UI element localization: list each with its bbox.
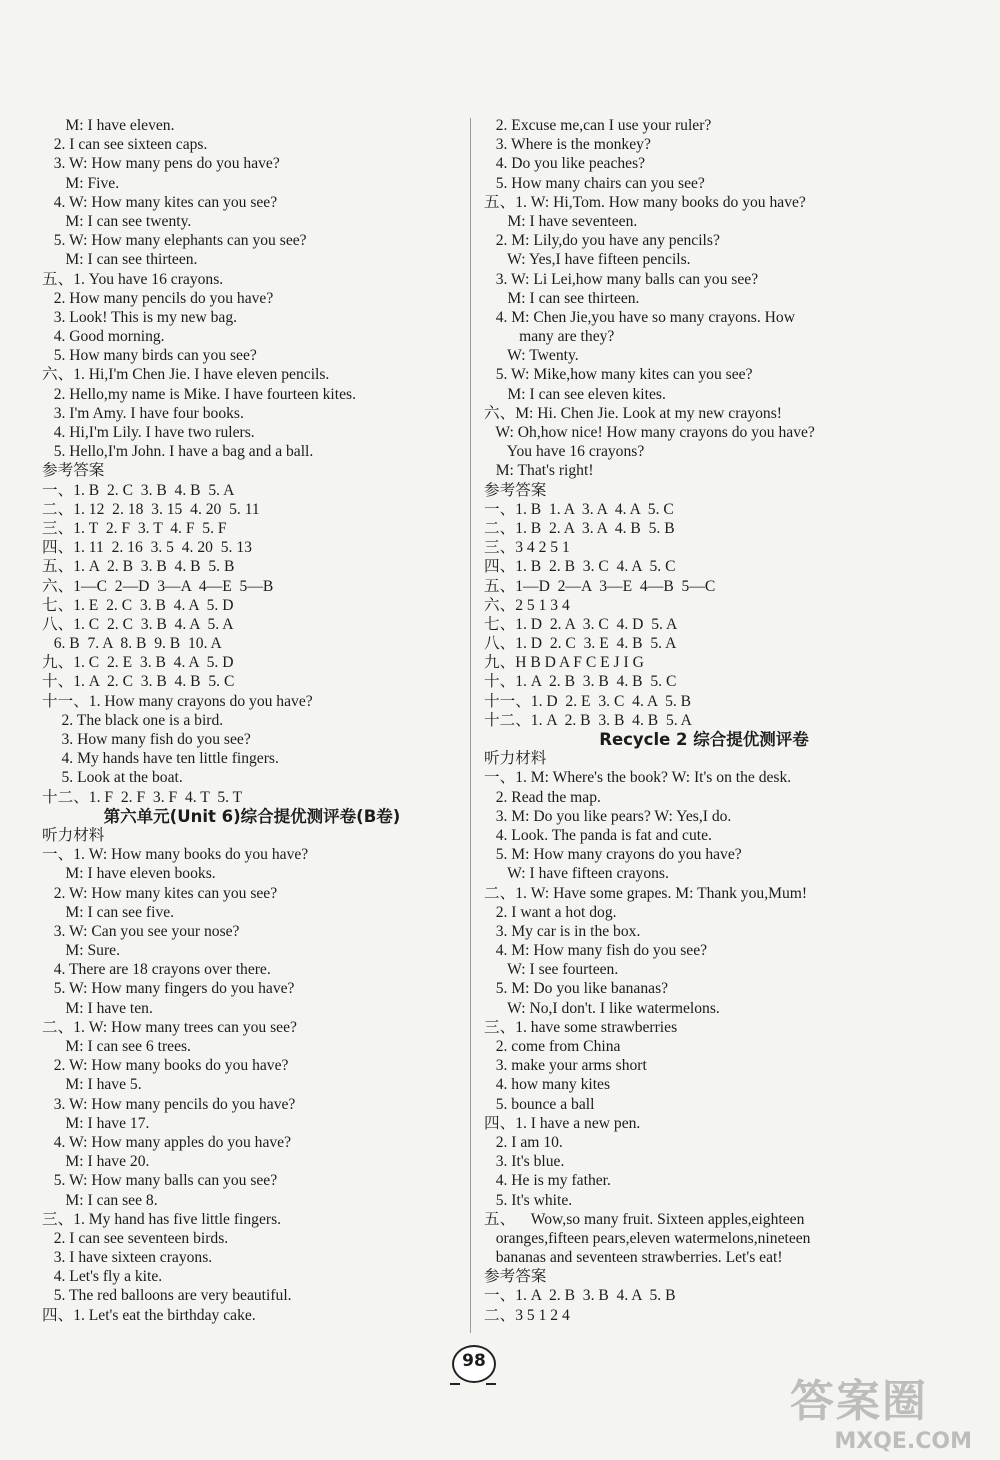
right-text-line: 五、1—D 2—A 3—E 4—B 5—C [484, 577, 716, 595]
column-divider [470, 118, 471, 1333]
left-text-line: 3. How many fish do you see? [42, 731, 251, 748]
left-text-line: M: I can see 8. [42, 1191, 158, 1209]
right-text-line: 4. He is my father. [484, 1172, 611, 1190]
right-text-line: 八、1. D 2. C 3. E 4. B 5. A [484, 635, 677, 653]
right-text-line: many are they? [484, 328, 615, 346]
left-text-line: 3. W: How many pencils do you have? [42, 1095, 296, 1113]
right-text-line: W: Yes,I have fifteen pencils. [484, 251, 691, 269]
left-text-line: 十一、1. How many crayons do you have? [42, 692, 313, 710]
right-text-line: 一、1. M: Where's the book? W: It's on the desk. [484, 769, 792, 787]
left-text-line: 5. W: How many balls can you see? [42, 1172, 278, 1190]
right-text-line: 4. M: Chen Jie,you have so many crayons. How [484, 308, 795, 326]
right-text-line: 五、1. W: Hi,Tom. How many books do you have? [484, 193, 806, 211]
left-text-line: 5. The red balloons are very beautiful. [42, 1287, 292, 1305]
left-text-line: 5. W: How many fingers do you have? [42, 980, 295, 998]
right-text-line: 六、M: Hi. Chen Jie. Look at my new crayons! [484, 404, 782, 422]
right-text-line: W: Twenty. [484, 347, 579, 365]
right-text-line: 5. W: Mike,how many kites can you see? [484, 366, 753, 384]
left-text-line: 三、1. T 2. F 3. T 4. F 5. F [42, 519, 227, 537]
right-text-line: 听力材料 [484, 750, 547, 768]
left-text-line: 听力材料 [42, 826, 105, 844]
right-text-line: W: Oh,how nice! How many crayons do you have? [484, 424, 815, 441]
right-text-line: 4. how many kites [484, 1076, 611, 1094]
right-text-line: 3. Where is the monkey? [484, 136, 651, 154]
left-text-line: M: I can see thirteen. [42, 251, 198, 269]
right-text-line: 三、3 4 2 5 1 [484, 539, 570, 557]
right-text-line: 九、H B D A F C E J I G [484, 654, 644, 672]
left-text-line: 六、1. Hi,I'm Chen Jie. I have eleven pencils. [42, 366, 330, 384]
left-text-line: 6. B 7. A 8. B 9. B 10. A [42, 635, 222, 653]
right-text-line: 五、 Wow,so many fruit. Sixteen apples,eighteen [484, 1210, 805, 1228]
right-text-line: 5. M: Do you like bananas? [484, 980, 669, 998]
left-text-line: 第六单元(Unit 6)综合提优测评卷(B卷) [103, 806, 401, 826]
right-text-line: 3. My car is in the box. [484, 922, 641, 940]
right-text-line: 十一、1. D 2. E 3. C 4. A 5. B [484, 692, 692, 710]
right-text-line: 2. Read the map. [484, 788, 601, 806]
left-text-line: 一、1. B 2. C 3. B 4. B 5. A [42, 481, 235, 499]
left-text-line: 4. W: How many kites can you see? [42, 193, 278, 211]
left-text-line: 3. I have sixteen crayons. [42, 1249, 213, 1267]
right-text-line: 十、1. A 2. B 3. B 4. B 5. C [484, 673, 677, 691]
left-text-line: M: Sure. [42, 942, 120, 960]
left-text-line: 5. Look at the boat. [42, 769, 183, 787]
left-text-line: 4. Good morning. [42, 328, 165, 346]
left-text-line: M: I have 20. [42, 1153, 150, 1171]
watermark-title: 答案圈 [790, 1376, 928, 1427]
left-text-line: M: I have 17. [42, 1114, 150, 1132]
right-text-line: 2. Excuse me,can I use your ruler? [484, 117, 712, 134]
right-text-line: 一、1. A 2. B 3. B 4. A 5. B [484, 1287, 676, 1305]
right-text-line: 3. It's blue. [484, 1153, 565, 1171]
right-text-line: 二、1. B 2. A 3. A 4. B 5. B [484, 519, 675, 537]
left-text-line: 二、1. 12 2. 18 3. 15 4. 20 5. 11 [42, 500, 260, 518]
right-column [484, 116, 924, 1325]
right-text-line: M: I can see thirteen. [484, 289, 640, 307]
left-text-line: 4. Hi,I'm Lily. I have two rulers. [42, 424, 255, 441]
right-text-line: 5. M: How many crayons do you have? [484, 846, 742, 864]
right-text-line: 三、1. have some strawberries [484, 1018, 678, 1036]
frog-leg-icon [486, 1378, 496, 1385]
right-text-line: 七、1. D 2. A 3. C 4. D 5. A [484, 615, 678, 633]
right-text-line: 二、1. W: Have some grapes. M: Thank you,Mum! [484, 884, 808, 902]
right-text-line: 3. W: Li Lei,how many balls can you see? [484, 270, 759, 288]
right-text-line: 4. Look. The panda is fat and cute. [484, 826, 712, 844]
page-number-badge [450, 1345, 496, 1385]
right-text-line: 4. M: How many fish do you see? [484, 942, 708, 960]
right-text-line: M: I have seventeen. [484, 212, 638, 230]
left-text-line: 4. There are 18 crayons over there. [42, 961, 271, 979]
frog-leg-icon [450, 1378, 460, 1385]
right-text-line: 参考答案 [484, 1268, 547, 1286]
left-text-line: 5. W: How many elephants can you see? [42, 232, 307, 250]
left-text-line: 3. W: Can you see your nose? [42, 922, 240, 940]
right-text-line: bananas and seventeen strawberries. Let's eat! [484, 1249, 783, 1267]
right-text-line: W: I have fifteen crayons. [484, 865, 669, 883]
right-text-line: 2. I want a hot dog. [484, 903, 617, 921]
left-text-line: 参考答案 [42, 462, 105, 480]
right-text-line: W: I see fourteen. [484, 961, 619, 979]
watermark-logo [790, 1365, 980, 1455]
left-text-line: M: I have eleven books. [42, 865, 216, 883]
right-text-line: 参考答案 [484, 481, 547, 499]
left-text-line: 2. W: How many kites can you see? [42, 884, 278, 902]
left-text-line: 2. I can see seventeen birds. [42, 1229, 229, 1247]
right-text-line: 2. M: Lily,do you have any pencils? [484, 232, 720, 250]
right-text-line: 六、2 5 1 3 4 [484, 596, 570, 614]
right-text-line: 3. make your arms short [484, 1057, 647, 1075]
left-text-line: 2. How many pencils do you have? [42, 289, 274, 307]
right-text-line: 5. bounce a ball [484, 1095, 595, 1113]
left-text-line: 五、1. A 2. B 3. B 4. B 5. B [42, 558, 235, 576]
left-text-line: 一、1. W: How many books do you have? [42, 846, 309, 864]
left-text-line: 5. How many birds can you see? [42, 347, 257, 365]
left-text-line: 4. W: How many apples do you have? [42, 1133, 292, 1151]
right-text-line: 四、1. B 2. B 3. C 4. A 5. C [484, 558, 676, 576]
left-text-line: 3. Look! This is my new bag. [42, 308, 238, 326]
left-text-line: M: I can see 6 trees. [42, 1038, 191, 1055]
right-text-line: 5. It's white. [484, 1191, 573, 1209]
left-text-line: 3. I'm Amy. I have four books. [42, 404, 244, 422]
left-text-line: M: I can see twenty. [42, 212, 192, 230]
left-text-line: M: Five. [42, 174, 120, 192]
left-text-line: M: I have 5. [42, 1076, 142, 1094]
left-text-line: M: I can see five. [42, 903, 175, 921]
right-text-line: 5. How many chairs can you see? [484, 174, 705, 192]
right-text-line: 四、1. I have a new pen. [484, 1114, 641, 1132]
left-text-line: 5. Hello,I'm John. I have a bag and a ball. [42, 443, 314, 461]
right-text-line: 4. Do you like peaches? [484, 155, 646, 173]
right-text-line: 3. M: Do you like pears? W: Yes,I do. [484, 807, 732, 825]
left-text-line: 2. Hello,my name is Mike. I have fourteen kites. [42, 385, 356, 403]
left-text-line: 十二、1. F 2. F 3. F 4. T 5. T [42, 788, 243, 806]
right-text-line: M: I can see eleven kites. [484, 385, 666, 403]
watermark-url: MXQE.COM [834, 1429, 972, 1454]
right-text-line: 2. I am 10. [484, 1133, 563, 1151]
left-text-line: M: I have eleven. [42, 117, 175, 134]
left-text-line: 十、1. A 2. C 3. B 4. B 5. C [42, 673, 235, 691]
left-text-line: 七、1. E 2. C 3. B 4. A 5. D [42, 596, 234, 614]
right-text-line: Recycle 2 综合提优测评卷 [599, 730, 809, 749]
left-column [42, 116, 462, 1325]
left-text-line: 二、1. W: How many trees can you see? [42, 1018, 297, 1036]
left-text-line: 四、1. Let's eat the birthday cake. [42, 1306, 256, 1324]
left-text-line: 九、1. C 2. E 3. B 4. A 5. D [42, 654, 234, 672]
right-text-line: You have 16 crayons? [484, 443, 645, 461]
left-text-line: 3. W: How many pens do you have? [42, 155, 280, 173]
left-text-line: 五、1. You have 16 crayons. [42, 270, 224, 288]
left-text-line: 四、1. 11 2. 16 3. 5 4. 20 5. 13 [42, 539, 252, 557]
left-text-line: 三、1. My hand has five little fingers. [42, 1210, 282, 1228]
left-text-line: 2. W: How many books do you have? [42, 1057, 289, 1075]
right-text-line: W: No,I don't. I like watermelons. [484, 999, 720, 1017]
left-text-line: 4. My hands have ten little fingers. [42, 750, 279, 768]
left-text-line: 4. Let's fly a kite. [42, 1268, 163, 1286]
right-text-line: M: That's right! [484, 462, 594, 480]
right-text-line: 十二、1. A 2. B 3. B 4. B 5. A [484, 711, 692, 729]
right-text-line: 二、3 5 1 2 4 [484, 1306, 570, 1324]
page-number: 98 [462, 1351, 486, 1371]
right-text-line: 一、1. B 1. A 3. A 4. A 5. C [484, 500, 674, 518]
left-text-line: 2. I can see sixteen caps. [42, 136, 208, 154]
left-text-line: 2. The black one is a bird. [42, 711, 224, 729]
right-text-line: oranges,fifteen pears,eleven watermelons,nineteen [484, 1229, 811, 1247]
right-text-line: 2. come from China [484, 1038, 621, 1055]
left-text-line: 八、1. C 2. C 3. B 4. A 5. A [42, 615, 234, 633]
left-text-line: M: I have ten. [42, 999, 153, 1017]
left-text-line: 六、1—C 2—D 3—A 4—E 5—B [42, 577, 274, 595]
